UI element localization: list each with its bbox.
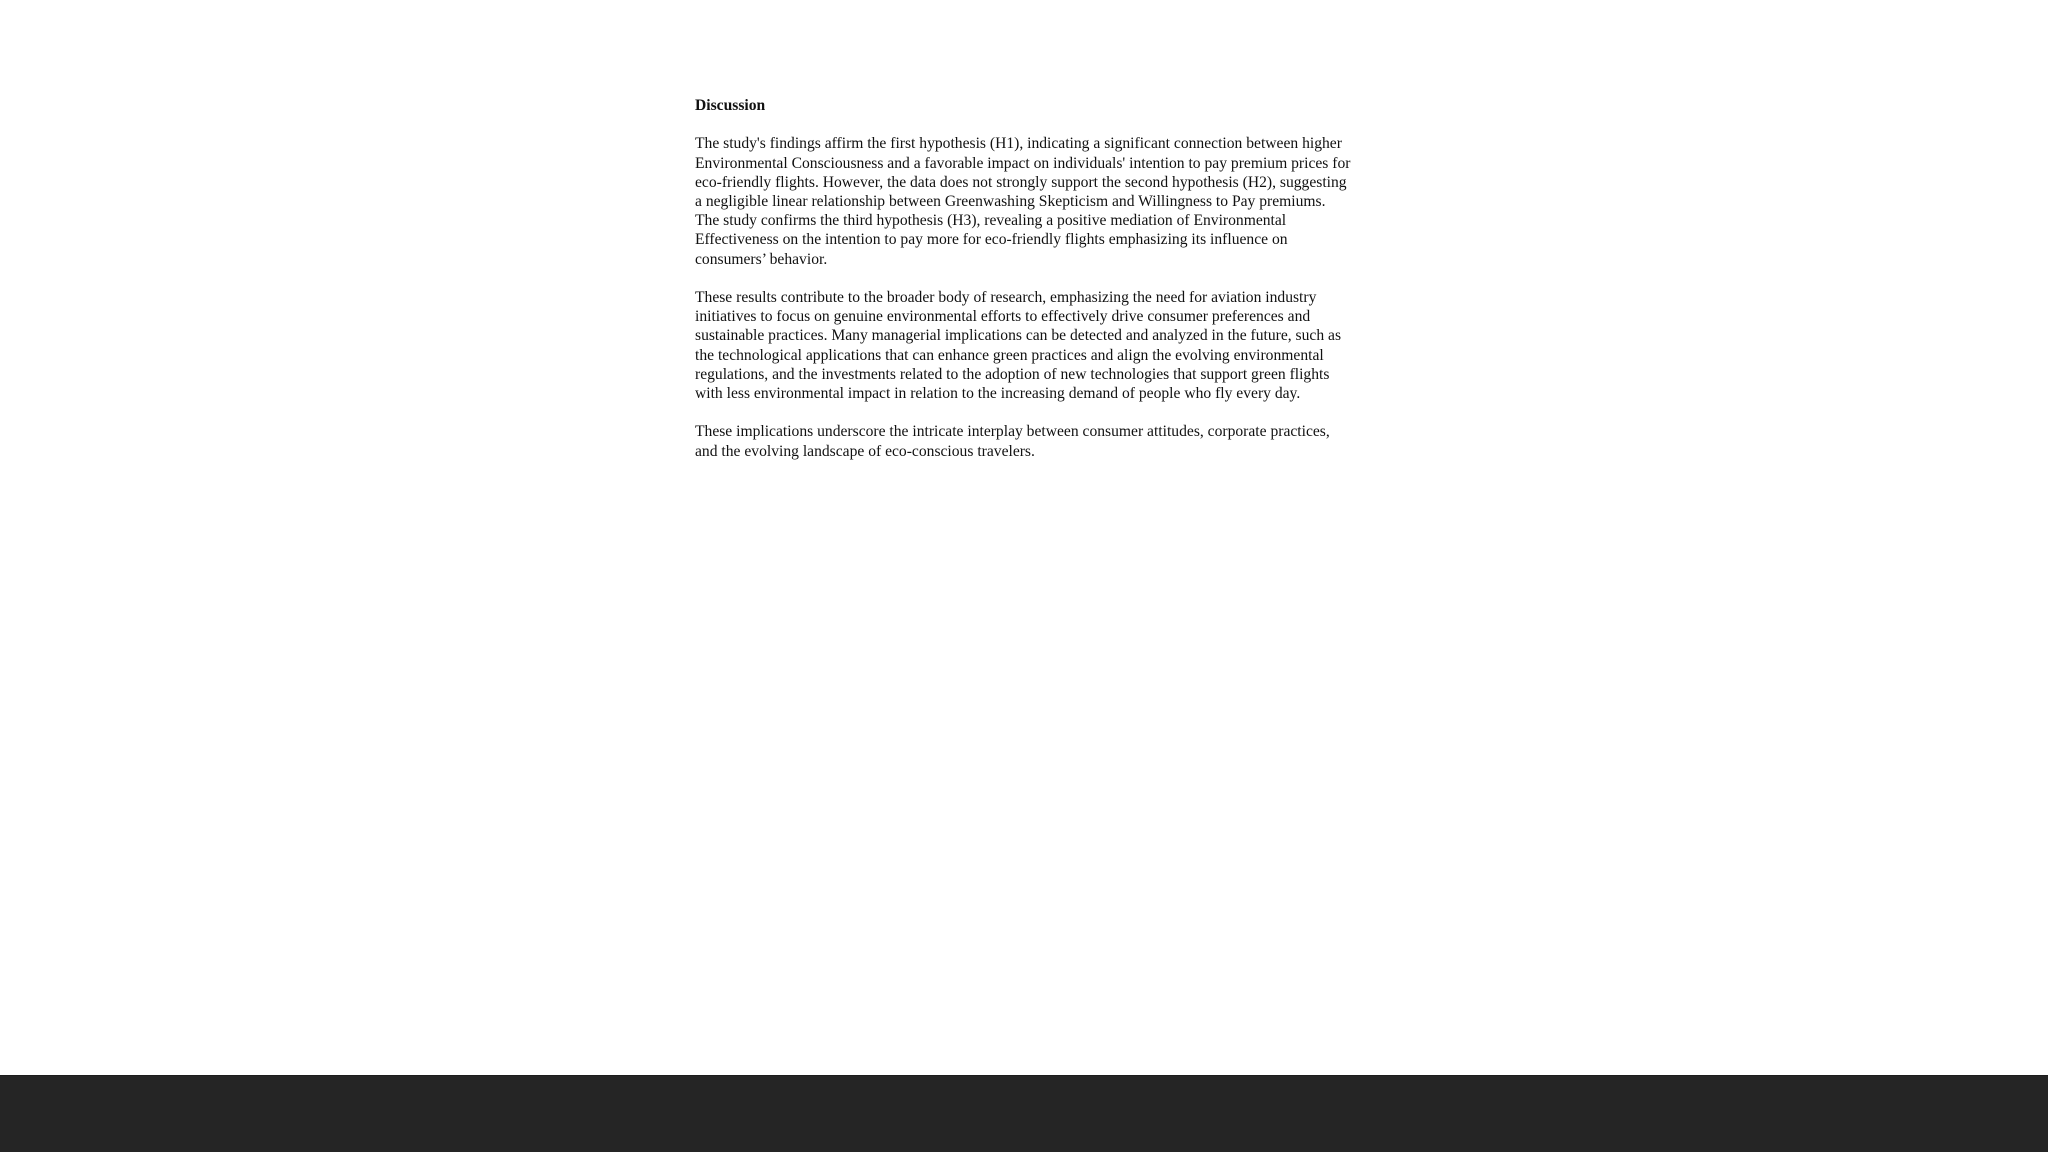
paragraph-conclusion: These implications underscore the intricate interplay between consumer attitudes, corporate practices, and the evolving landscape of eco-conscious travelers. — [695, 423, 1330, 460]
paragraph-third-hypothesis: The study confirms the third hypothesis (H3), revealing a positive mediation of Environmental Effectiveness on the intention to pay more for eco-friendly flights emphasizing its influence on consumers’ behavior. — [695, 212, 1288, 268]
paragraph-implications: These results contribute to the broader body of research, emphasizing the need for aviation industry initiatives to focus on genuine environmental efforts to effectively drive consumer preferences and sustainable practices. Many managerial implications can be detected and analyzed in the future, such as the technological applications that can enhance green practices and align the evolving environmental regulations, and the investments related to the adoption of new technologies that support green flights with less environmental impact in relation to the increasing demand of people who fly every day. — [695, 288, 1342, 402]
paragraph-spacer — [695, 403, 1355, 422]
paragraph-spacer — [695, 269, 1355, 288]
paragraph-hypotheses: The study's findings affirm the first hypothesis (H1), indicating a significant connection between higher Environmental Consciousness and a favorable impact on individuals' intention to pay premium prices for eco-friendly flights. However, the data does not strongly support the second hypothesis (H2), suggesting a negligible linear relationship between Greenwashing Skepticism and Willingness to Pay premiums. — [695, 135, 1351, 210]
section-heading: Discussion — [695, 97, 766, 114]
bottom-toolbar — [0, 1075, 2048, 1152]
document-content — [695, 96, 1355, 461]
